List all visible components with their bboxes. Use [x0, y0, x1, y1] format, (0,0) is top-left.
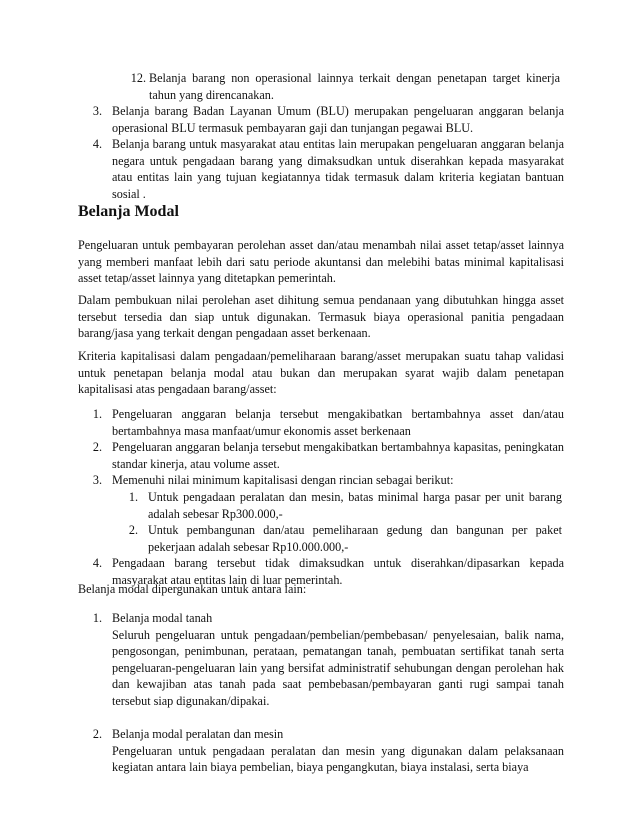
section-heading: Belanja Modal: [78, 203, 179, 220]
list-number: 2.: [128, 523, 138, 537]
list-text: Pengeluaran untuk pengadaan peralatan dan mesin yang digunakan dalam pelaksanaan kegiatan antara lain biaya pembelian, biaya pengangkutan, biaya instalasi, serta biaya: [112, 743, 564, 775]
list-title: Belanja modal tanah: [112, 611, 213, 625]
list-number: 1.: [92, 407, 102, 421]
paragraph: Kriteria kapitalisasi dalam pengadaan/pemeliharaan barang/asset merupakan suatu tahap validasi untuk penetapan belanja modal atau bukan dan merupakan syarat wajib dalam penetapan kapitalisasi atas pengadaan barang/asset:: [78, 349, 564, 397]
list-number: 12.: [130, 71, 146, 85]
list-number: 3.: [92, 473, 102, 487]
paragraph: Belanja modal dipergunakan untuk antara lain:: [78, 582, 307, 596]
list-text: Pengeluaran anggaran belanja tersebut mengakibatkan bertambahnya kapasitas, peningkatan standar kinerja, atau volume asset.: [112, 440, 564, 471]
list-number: 1.: [128, 490, 138, 504]
list-text: Belanja barang non operasional lainnya terkait dengan penetapan target kinerja tahun yang direncanakan.: [149, 71, 560, 102]
list-number: 3.: [92, 104, 102, 118]
paragraph: Dalam pembukuan nilai perolehan aset dihitung semua pendanaan yang dibutuhkan hingga asset tersebut tersedia dan siap untuk digunakan. Termasuk biaya operasional panitia pengadaan barang/jasa yang terkait dengan pengadaan asset berkenaan.: [78, 293, 564, 341]
list-text: Pengeluaran anggaran belanja tersebut mengakibatkan bertambahnya asset dan/atau bertambahnya masa manfaat/umur ekonomis asset berkenaan: [112, 407, 564, 438]
list-text: Seluruh pengeluaran untuk pengadaan/pembelian/pembebasan/ penyelesaian, balik nama, pengosongan, penimbunan, perataan, pematangan tanah, pembuatan sertifikat tanah serta pengeluaran-pengeluaran lain yang bersifat administratif sehubungan dengan perolehan hak dan kewajiban atas tanah pada saat pembebasan/pembayaran ganti rugi sampai tanah tersebut siap digunakan/dipakai.: [112, 627, 564, 708]
top-list: [78, 70, 564, 201]
criteria-list: [78, 406, 564, 587]
list-title: Belanja modal peralatan dan mesin: [112, 727, 284, 741]
list-number: 2.: [92, 440, 102, 454]
paragraph: Pengeluaran untuk pembayaran perolehan asset dan/atau menambah nilai asset tetap/asset lainnya yang memberi manfaat lebih dari satu periode akuntansi dan melebihi batas minimal kapitalisasi asset tetap/asset lainnya yang ditetapkan pemerintah.: [78, 238, 564, 286]
list-text: Belanja barang Badan Layanan Umum (BLU) merupakan pengeluaran anggaran belanja operasional BLU termasuk pembayaran gaji dan tunjangan pegawai BLU.: [112, 104, 564, 135]
list-number: 4.: [92, 137, 102, 151]
list-text: Pengadaan barang tersebut tidak dimaksudkan untuk diserahkan/dipasarkan kepada masyarakat atau entitas lain di luar pemerintah.: [112, 556, 564, 587]
list-number: 4.: [92, 556, 102, 570]
list-text: Untuk pengadaan peralatan dan mesin, batas minimal harga pasar per unit barang adalah sebesar Rp300.000,-: [148, 490, 562, 521]
list-text: Memenuhi nilai minimum kapitalisasi dengan rincian sebagai berikut:: [112, 473, 454, 487]
list-number: 2.: [92, 727, 102, 741]
list-text: Untuk pembangunan dan/atau pemeliharaan gedung dan bangunan per paket pekerjaan adalah sebesar Rp10.000.000,-: [148, 523, 562, 554]
types-list: [78, 610, 564, 775]
list-number: 1.: [92, 611, 102, 625]
list-text: Belanja barang untuk masyarakat atau entitas lain merupakan pengeluaran anggaran belanja negara untuk pengadaan barang yang dimaksudkan untuk diserahkan kepada masyarakat atau entitas lain yang tujuan kegiatannya tidak termasuk dalam kriteria kegiatan bantuan sosial .: [112, 137, 564, 201]
